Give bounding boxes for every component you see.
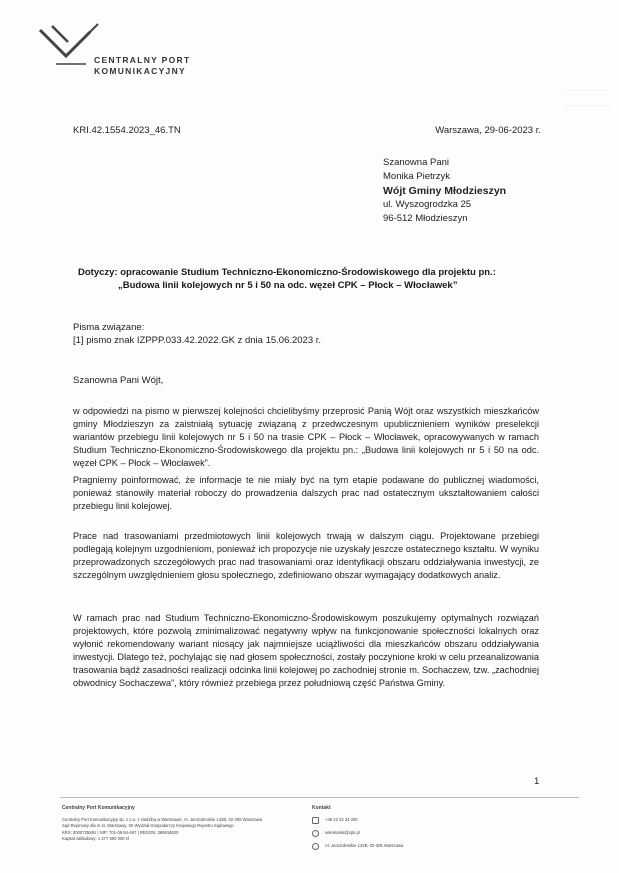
footer-registry-line: KRS: 0000725891 | NIP: 701-08-54-497 | REGON: 369918620 bbox=[62, 829, 179, 835]
logo-line-2: KOMUNIKACYJNY bbox=[94, 65, 186, 76]
recipient-title: Wójt Gminy Młodzieszyn bbox=[383, 185, 507, 197]
greeting: Szanowna Pani Wójt, bbox=[73, 375, 164, 386]
footer-phone-row bbox=[312, 817, 462, 824]
footer-email: sekretariat@cpk.pl bbox=[325, 829, 360, 835]
location-pin-icon bbox=[312, 843, 319, 850]
recipient-name: Monika Pietrzyk bbox=[383, 171, 451, 182]
body-paragraph-4: W ramach prac nad Studium Techniczno-Ekonomiczno-Środowiskowym poszukujemy optymalnych rozwiązań projektowych, które pozwolą zminimalizować negatywny wpływ na funkcjonowanie społeczności lokalnych oraz wyłonić rekomendowany wariant niosący jak najmniejsze uciążliwości dla mieszkańców obszaru oddziaływania inwestycji. Dlatego też, pochylając się nad głosem społeczności, zostały poczynione kroki w celu przeanalizowania trasowania bądź zasadności realizacji odcinka linii kolejowej po zachodniej stronie m. Sochaczew, tzw. „zachodniej obwodnicy Sochaczewa”, który również przebiega przez południową część Państwa Gminy. bbox=[73, 613, 539, 688]
subject-line-2: „Budowa linii kolejowych nr 5 i 50 na odc. węzeł CPK – Płock – Włocławek” bbox=[118, 280, 458, 291]
logo-line-1: CENTRALNY PORT bbox=[94, 55, 191, 65]
page-number: 1 bbox=[534, 776, 540, 787]
footer-company-info bbox=[62, 805, 292, 843]
related-item: [1] pismo znak IZPPP.033.42.2022.GK z dnia 15.06.2023 r. bbox=[73, 335, 322, 346]
footer-company-title: Centralny Port Komunikacyjny bbox=[62, 805, 135, 811]
related-letters bbox=[73, 321, 321, 347]
body-paragraph-1: w odpowiedzi na pismo w pierwszej kolejności chcielibyśmy przeprosić Panią Wójt oraz wszystkich mieszkańców gminy Młodzieszyn za zaistniałą sytuację związaną z przedwczesnym upublicznieniem wyników preselekcji wariantów przebiegu linii kolejowych nr 5 i 50 na trasie CPK – Płock – Włocławek, opracowywanych w ramach Studium Techniczno-Ekonomiczno-Środowiskowego dla projektu pn.: „Budowa linii kolejowych nr 5 i 50 na odc. węzeł CPK – Płock – Włocławek”. bbox=[73, 406, 539, 468]
email-icon bbox=[312, 830, 319, 837]
footer-email-row bbox=[312, 830, 462, 837]
footer-court-line: Sąd Rejonowy dla m.st. Warszawy, XII Wydział Gospodarczy Krajowego Rejestru Sądowego bbox=[62, 823, 234, 828]
footer-phone: +48 22 24 34 200 bbox=[325, 816, 358, 822]
footer-company-line: Centralny Port Komunikacyjny sp. z o.o. z siedzibą w Warszawie, Al. Jerozolimskie 142B, 02-305 Warszawa bbox=[62, 816, 263, 822]
footer-divider bbox=[60, 797, 579, 798]
place-date: Warszawa, 29-06-2023 r. bbox=[435, 125, 541, 136]
recipient-street: ul. Wyszogrodzka 25 bbox=[383, 199, 472, 210]
recipient-address bbox=[383, 156, 506, 226]
body-paragraph-3: Prace nad trasowaniami przedmiotowych linii kolejowych trwają w dalszym ciągu. Projektowane przebiegi podlegają kolejnym uzgodnieniom, ponieważ ich propozycje nie uzyskały jeszcze ostatecznego kształtu. W wyniku przeprowadzonych szczegółowych prac nad trasowaniami oraz identyfikacji obszaru oddziaływania inwestycji, ze szczególnym uwzględnieniem głosu społecznego, zdefiniowano obszar wymagający dodatkowych analiz. bbox=[73, 531, 539, 580]
footer-contact bbox=[312, 805, 462, 856]
footer-address-row bbox=[312, 843, 462, 850]
logo-text bbox=[94, 55, 190, 76]
related-label: Pisma związane: bbox=[73, 322, 145, 333]
recipient-salutation: Szanowna Pani bbox=[383, 157, 450, 168]
reference-number: KRI.42.1554.2023_46.TN bbox=[73, 125, 181, 136]
footer-contact-title: Kontakt bbox=[312, 805, 331, 811]
footer-capital-line: Kapitał zakładowy: 1 277 500 000 zł bbox=[62, 836, 129, 841]
faint-stamp-mark bbox=[566, 90, 610, 106]
body-paragraph-2: Pragniemy poinformować, że informacje te nie miały być na tym etapie podawane do publicznej wiadomości, ponieważ stanowiły materiał roboczy do prowadzenia dalszych prac nad ostatecznym ukształtowaniem całości przebiegu linii kolejowej. bbox=[73, 475, 539, 511]
recipient-city: 96-512 Młodzieszyn bbox=[383, 213, 468, 224]
phone-icon bbox=[312, 817, 319, 824]
subject bbox=[78, 266, 548, 292]
footer-address: Al. Jerozolimskie 142B, 02-305 Warszawa bbox=[325, 842, 404, 848]
subject-line-1: Dotyczy: opracowanie Studium Techniczno-Ekonomiczno-Środowiskowego dla projektu pn.: bbox=[78, 267, 496, 278]
